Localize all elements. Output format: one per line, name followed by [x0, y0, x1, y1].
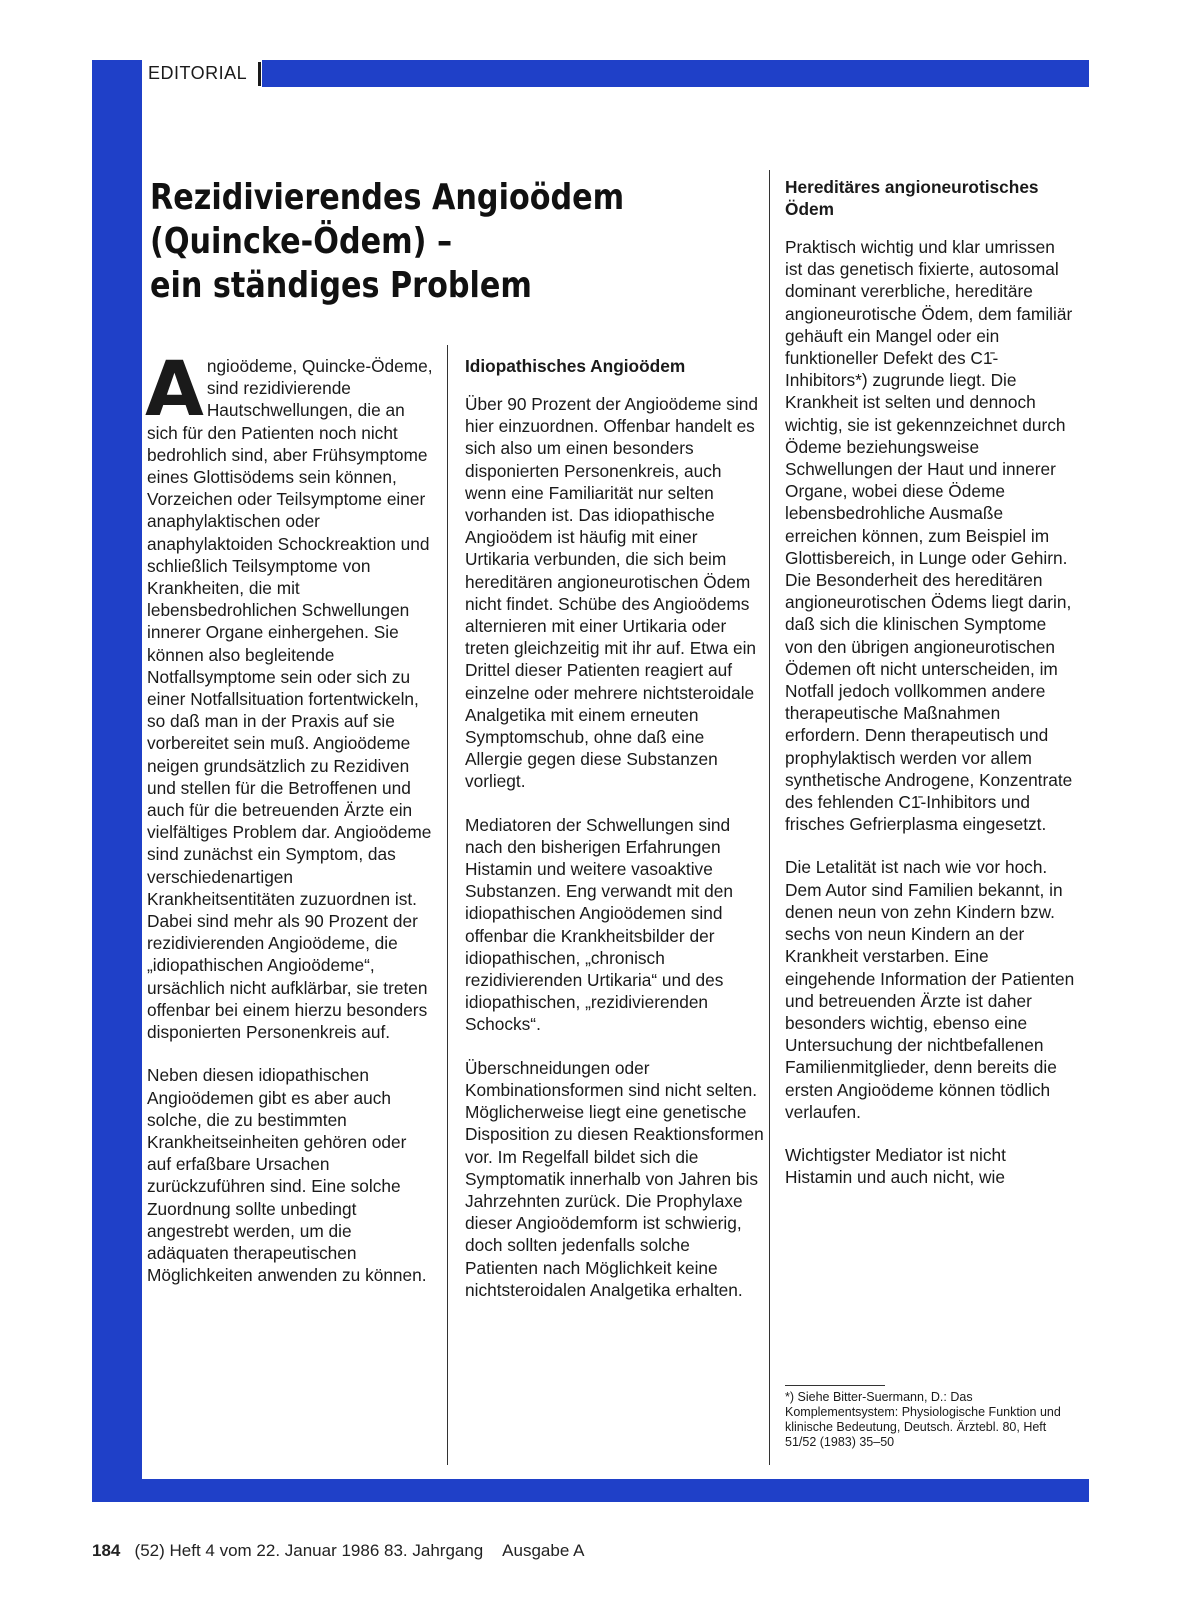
title-line-3: ein ständiges Problem — [150, 265, 532, 306]
paragraph: Die Letalität ist nach wie vor hoch. Dem Autor sind Familien bekannt, in denen neun von zehn Kindern bzw. sechs von neun Kindern an der Krankheit verstarben. Eine eingehende Information der Patienten und betreuenden Ärzte ist daher besonders wichtig, ebenso eine Untersuchung der nichtbefallenen Familienmitglieder, denn bereits die ersten Angioödeme können tödlich verlaufen. — [785, 857, 1075, 1122]
page-number: 184 — [92, 1541, 121, 1560]
blue-frame-left — [92, 60, 142, 1502]
column-divider-2 — [769, 170, 770, 1465]
article-column-1 — [145, 344, 435, 1307]
article-column-2 — [465, 355, 765, 1322]
paragraph: Praktisch wichtig und klar umrissen ist das genetisch fixierte, autosomal dominant vererbliche, hereditäre angioneurotische Ödem, dem familiär gehäuft ein Mangel oder ein funktioneller Defekt des C1̄-Inhibitors*) zugrunde liegt. Die Krankheit ist selten und dennoch wichtig, sie ist gekennzeichnet durch Ödeme beziehungsweise Schwellungen der Haut und innerer Organe, wobei diese Ödeme lebensbedrohliche Ausmaße erreichen können, zum Beispiel im Glottisbereich, in Lunge oder Gehirn. Die Besonderheit des hereditären angioneurotischen Ödems liegt darin, daß sich die klinischen Symptome von den übrigen angioneurotischen Ödemen oft nicht unterscheiden, im Notfall jedoch vollkommen andere therapeutische Maßnahmen erfordern. Denn therapeutisch und prophylaktisch werden vor allem synthetische Androgene, Konzentrate des fehlenden C1̄-Inhibitors und frisches Gefrierplasma eingesetzt. — [785, 237, 1073, 835]
page-footer — [92, 1541, 584, 1561]
article-column-3 — [785, 176, 1075, 1209]
paragraph: Wichtigster Mediator ist nicht Histamin und auch nicht, wie — [785, 1144, 1006, 1188]
paragraph: Überschneidungen oder Kombinationsformen sind nicht selten. Möglicherweise liegt eine genetische Disposition zu diesen Reaktionsformen vor. Im Regelfall bildet sich die Symptomatik innerhalb von Jahren bis Jahrzehnten zurück. Die Prophylaxe dieser Angioödemform ist schwierig, doch sollten jedenfalls solche Patienten nach Möglichkeit keine nichtsteroidalen Analgetika erhalten. — [465, 1057, 764, 1300]
edition-label: Ausgabe A — [502, 1541, 585, 1560]
paragraph: Mediatoren der Schwellungen sind nach den bisherigen Erfahrungen Histamin und weitere vasoaktive Substanzen. Eng verwandt mit den idiopathischen Angioödemen sind offenbar die Krankheitsbilder der idiopathischen, „chronisch rezidivierenden Urtikaria“ und des idiopathischen, „rezidivierenden Schocks“. — [465, 814, 734, 1035]
section-label: EDITORIAL — [142, 60, 262, 87]
drop-cap: A — [145, 344, 204, 433]
intro-paragraph — [145, 344, 435, 1043]
blue-frame-bottom — [92, 1479, 1089, 1502]
paragraph: Neben diesen idiopathischen Angioödemen gibt es aber auch solche, die zu bestimmten Krankheitseinheiten gehören oder auf erfaßbare Ursachen zurückzuführen sind. Eine solche Zuordnung sollte unbedingt angestrebt werden, um die adäquaten therapeutischen Möglichkeiten anwenden zu können. — [147, 1065, 427, 1286]
section-heading-idiopathic: Idiopathisches Angioödem — [465, 356, 686, 376]
issue-info: (52) Heft 4 vom 22. Januar 1986 83. Jahrgang — [134, 1541, 484, 1560]
section-label-divider — [258, 62, 261, 86]
title-line-1: Rezidivierendes Angioödem — [150, 177, 625, 218]
footnote: *) Siehe Bitter-Suermann, D.: Das Komplementsystem: Physiologische Funktion und klinische Bedeutung, Deutsch. Ärztebl. 80, Heft 51/52 (1983) 35–50 — [785, 1390, 1061, 1449]
title-line-2: (Quincke-Ödem) – — [150, 221, 453, 262]
column-divider-1 — [447, 345, 448, 1465]
footnote-divider — [785, 1385, 885, 1386]
paragraph: Über 90 Prozent der Angioödeme sind hier einzuordnen. Offenbar handelt es sich also um einen besonders disponierten Personenkreis, auch wenn eine Familiarität nur selten vorhanden ist. Das idiopathische Angioödem ist häufig mit einer Urtikaria verbunden, die sich beim hereditären angioneurotischen Ödem nicht findet. Schübe des Angioödems alternieren mit einer Urtikaria oder treten gleichzeitig mit ihr auf. Etwa ein Drittel dieser Patienten reagiert auf einzelne oder mehrere nichtsteroidale Analgetika mit einem erneuten Symptomschub, ohne daß eine Allergie gegen diese Substanzen vorliegt. — [465, 394, 759, 792]
article-title — [150, 176, 625, 308]
intro-text: ngioödeme, Quincke-Ödeme, sind rezidivierende Hautschwellungen, die an sich für den Patienten noch nicht bedrohlich sind, aber Frühsymptome eines Glottisödems sein können, Vorzeichen oder Teilsymptome einer anaphylaktischen oder anaphylaktoiden Schockreaktion und schließlich Teilsymptome von Krankheiten, die mit lebensbedrohlichen Schwellungen innerer Organe einhergehen. Sie können also begleitende Notfallsymptome sein oder sich zu einer Notfallsituation fortentwickeln, so daß man in der Praxis auf sie vorbereitet sein muß. Angioödeme neigen grundsätzlich zu Rezidiven und stellen für die Betroffenen und auch für die betreuenden Ärzte ein vielfältiges Problem dar. Angioödeme sind zunächst ein Symptom, das verschiedenartigen Krankheitsentitäten zuzuordnen ist. Dabei sind mehr als 90 Prozent der rezidivierenden Angioödeme, die „idiopathischen Angioödeme“, ursächlich nicht aufklärbar, sie treten offenbar bei einem hierzu besonders disponierten Personenkreis auf. — [147, 356, 433, 1043]
section-heading-hereditary: Hereditäres angioneurotisches Ödem — [785, 177, 1039, 219]
